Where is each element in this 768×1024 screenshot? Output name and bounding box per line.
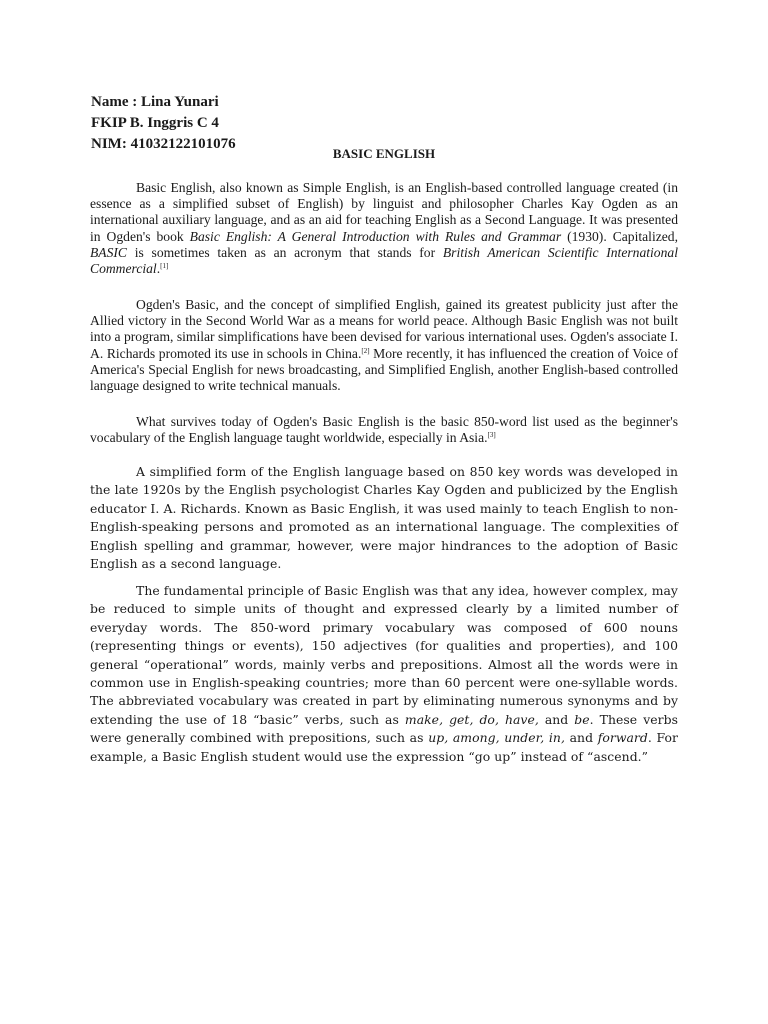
- paragraph-2: [90, 297, 678, 394]
- p2-text-1: Ogden's Basic, and the concept of simplified English, gained its greatest publicity just after the Allied victory in the Second World War as a means for world peace. Although Basic English was not built into a program, similar simplifications have been devised for various international uses. Ogden's associate I. A. Richards promoted its use in schools in China.: [90, 297, 678, 361]
- p5-text-3: . These verbs were generally combined with prepositions, such as: [90, 711, 678, 746]
- student-nim: NIM: 41032122101076: [91, 136, 236, 152]
- paragraph-1: [90, 180, 678, 277]
- footnote-ref-2: [2]: [361, 346, 370, 355]
- p1-text-1: Basic English, also known as Simple English, is an English-based controlled language created (in essence as a simplified subset of English) by linguist and philosopher Charles Kay Ogden as an international auxiliary language, and as an aid for teaching English as a Second Language. It was presented in Ogden's book: [90, 180, 678, 244]
- p1-text-3: is sometimes taken as an acronym that stands for: [127, 244, 443, 260]
- p5-text-4: and: [564, 730, 598, 746]
- p3-text-1: What survives today of Ogden's Basic English is the basic 850-word list used as the beginner's vocabulary of the English language taught worldwide, especially in Asia.: [90, 414, 678, 446]
- acronym-expansion: British American Scientific International Commercial: [90, 244, 678, 277]
- student-class: FKIP B. Inggris C 4: [91, 115, 219, 131]
- p5-text-1: The fundamental principle of Basic English was that any idea, however complex, may be reduced to simple units of thought and expressed clearly by a limited number of everyday words. The 850-word primary vocabulary was composed of 600 nouns (representing things or events), 150 adjectives (for qualities and properties), and 100 general “operational” words, mainly verbs and prepositions. Almost all the words were in common use in English-speaking countries; more than 60 percent were one-syllable words. The abbreviated vocabulary was created in part by eliminating numerous synonyms and by extending the use of 18 “basic” verbs, such as: [90, 583, 678, 727]
- preposition-forward: forward: [597, 730, 648, 746]
- document-title: BASIC ENGLISH: [332, 146, 436, 161]
- footnote-ref-3: [3]: [487, 431, 496, 440]
- prepositions-list: up, among, under, in,: [428, 730, 565, 746]
- book-title: Basic English: A General Introduction with Rules and Grammar: [189, 228, 562, 244]
- paragraph-4: [90, 463, 678, 573]
- student-name: Name : Lina Yunari: [91, 94, 219, 110]
- footnote-ref-1: [1]: [160, 262, 169, 271]
- acronym: BASIC: [90, 244, 127, 260]
- paragraph-3: [90, 414, 678, 446]
- p2-text-2: More recently, it has influenced the creation of Voice of America's Special English for news broadcasting, and Simplified English, another English-based controlled language designed to write technical manuals.: [90, 345, 678, 394]
- p5-text-5: . For example, a Basic English student would use the expression “go up” instead of “ascend.”: [90, 730, 678, 764]
- verb-be: be: [574, 711, 590, 727]
- p1-text-2: (1930). Capitalized,: [561, 228, 679, 244]
- p4-text-1: A simplified form of the English language based on 850 key words was developed in the late 1920s by the English psychologist Charles Kay Ogden and publicized by the English educator I. A. Richards. Known as Basic English, it was used mainly to teach English to non-English-speaking persons and promoted as an international language. The complexities of English spelling and grammar, however, were major hindrances to the adoption of Basic English as a second language.: [90, 464, 678, 572]
- p5-text-2: and: [538, 711, 575, 727]
- paragraph-5: [90, 582, 678, 766]
- verbs-list: make, get, do, have,: [404, 711, 539, 727]
- p1-text-4: .: [156, 261, 161, 277]
